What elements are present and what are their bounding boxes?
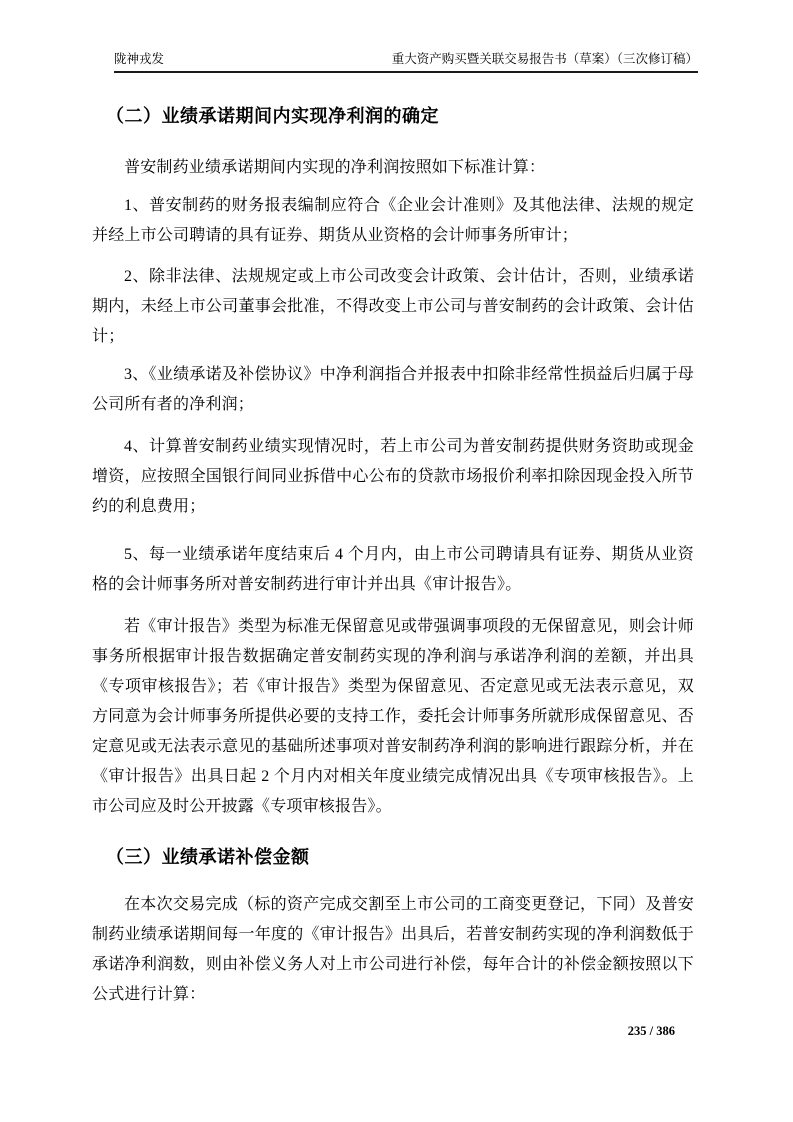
header-report-title: 重大资产购买暨关联交易报告书（草案）（三次修订稿） — [391, 52, 698, 66]
paragraph-item-5: 5、每一业绩承诺年度结束后 4 个月内，由上市公司聘请具有证券、期货从业资格的会计师事务所对普安制药进行审计并出具《审计报告》。 — [92, 546, 694, 593]
page-number: 235 / 386 — [627, 1024, 675, 1038]
section-heading-compensation-amount: （三）业绩承诺补偿金额 — [106, 847, 310, 867]
paragraph-item-2: 2、除非法律、法规规定或上市公司改变会计政策、会计估计，否则，业绩承诺期内，未经上市公司董事会批准，不得改变上市公司与普安制药的会计政策、会计估计； — [92, 268, 694, 345]
paragraph-item-1: 1、普安制药的财务报表编制应符合《企业会计准则》及其他法律、法规的规定并经上市公司聘请的具有证券、期货从业资格的会计师事务所审计； — [92, 197, 694, 244]
paragraph-item-3: 3、《业绩承诺及补偿协议》中净利润指合并报表中扣除非经常性损益后归属于母公司所有者的净利润； — [92, 366, 694, 413]
header-company-name: 陇神戎发 — [114, 52, 165, 66]
paragraph-intro: 普安制药业绩承诺期间内实现的净利润按照如下标准计算： — [124, 159, 546, 176]
section-heading-performance-net-profit: （二）业绩承诺期间内实现净利润的确定 — [106, 106, 439, 126]
page-header — [114, 52, 698, 73]
paragraph-audit-report-types: 若《审计报告》类型为标准无保留意见或带强调事项段的无保留意见，则会计师事务所根据审计报告数据确定普安制药实现的净利润与承诺净利润的差额，并出具《专项审核报告》；若《审计报告》类型为保留意见、否定意见或无法表示意见，双方同意为会计师事务所提供必要的支持工作，委托会计师事务所就形成保留意见、否定意见或无法表示意见的基础所述事项对普安制药净利润的影响进行跟踪分析，并在《审计报告》出具日起 2 个月内对相关年度业绩完成情况出具《专项审核报告》。上市公司应及时公开披露《专项审核报告》。 — [92, 618, 694, 815]
paragraph-item-4: 4、计算普安制药业绩实现情况时，若上市公司为普安制药提供财务资助或现金增资，应按照全国银行间同业拆借中心公布的贷款市场报价利率扣除因现金投入所节约的利息费用； — [92, 438, 694, 515]
paragraph-compensation-intro: 在本次交易完成（标的资产完成交割至上市公司的工商变更登记，下同）及普安制药业绩承诺期间每一年度的《审计报告》出具后，若普安制药实现的净利润数低于承诺净利润数，则由补偿义务人对上市公司进行补偿，每年合计的补偿金额按照以下公式进行计算： — [92, 896, 694, 1003]
